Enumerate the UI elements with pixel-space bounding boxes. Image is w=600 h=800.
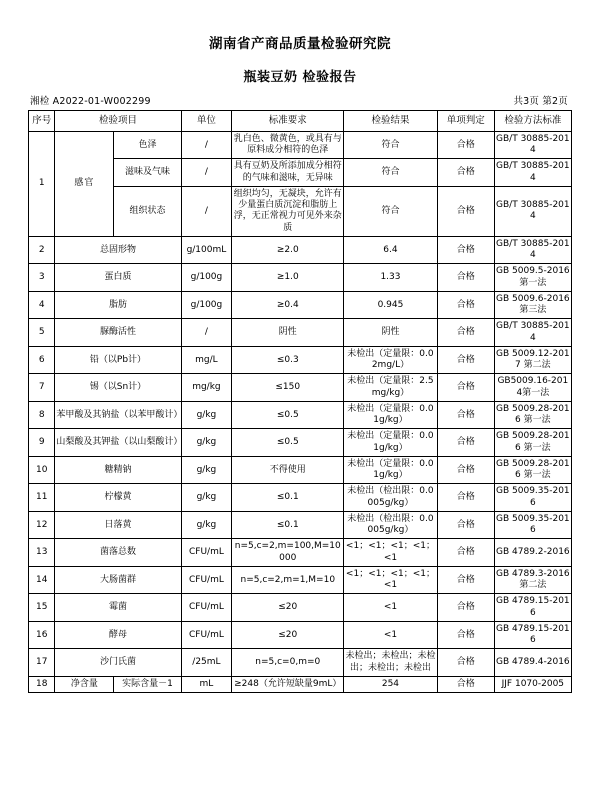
cell-result: 6.4 [344, 236, 438, 264]
cell-item: 铅（以Pb计） [55, 346, 181, 374]
cell-item: 沙门氏菌 [55, 649, 181, 677]
cell-standard: GB 4789.4-2016 [494, 649, 571, 677]
cell-subitem: 色泽 [114, 131, 181, 159]
cell-no: 9 [29, 429, 55, 457]
cell-result: 1.33 [344, 264, 438, 292]
cell-requirement: ≤0.1 [232, 484, 344, 512]
table-row [29, 374, 572, 402]
cell-standard: GB/T 30885-2014 [494, 186, 571, 236]
cell-requirement: 乳白色、微黄色，或具有与原料成分相符的色泽 [232, 131, 344, 159]
table-row [29, 676, 572, 692]
cell-verdict: 合格 [437, 676, 494, 692]
cell-result: 0.945 [344, 291, 438, 319]
cell-no: 5 [29, 319, 55, 347]
cell-requirement: n=5,c=2,m=100,M=10000 [232, 539, 344, 567]
cell-standard: GB/T 30885-2014 [494, 236, 571, 264]
cell-result: 未检出（检出限：0.0005g/kg） [344, 511, 438, 539]
cell-verdict: 合格 [437, 456, 494, 484]
cell-verdict: 合格 [437, 649, 494, 677]
page-title: 瓶装豆奶 检验报告 [243, 70, 357, 85]
cell-verdict: 合格 [437, 319, 494, 347]
header-no: 序号 [29, 111, 55, 132]
header-requirement: 标准要求 [232, 111, 344, 132]
cell-requirement: ≤150 [232, 374, 344, 402]
cell-no: 2 [29, 236, 55, 264]
cell-requirement: ≤20 [232, 594, 344, 622]
cell-verdict: 合格 [437, 594, 494, 622]
table-header-row [29, 111, 572, 132]
cell-no: 3 [29, 264, 55, 292]
cell-standard: GB 5009.12-2017 第二法 [494, 346, 571, 374]
cell-no: 10 [29, 456, 55, 484]
table-row [29, 346, 572, 374]
cell-standard: GB 5009.28-2016 第一法 [494, 429, 571, 457]
cell-requirement: ≤0.1 [232, 511, 344, 539]
cell-unit: CFU/mL [181, 621, 232, 649]
cell-unit: mg/kg [181, 374, 232, 402]
cell-no: 8 [29, 401, 55, 429]
cell-item: 霉菌 [55, 594, 181, 622]
cell-verdict: 合格 [437, 621, 494, 649]
table-row [29, 401, 572, 429]
cell-no: 17 [29, 649, 55, 677]
table-row [29, 539, 572, 567]
cell-no: 14 [29, 566, 55, 594]
cell-standard: GB5009.16-2014第一法 [494, 374, 571, 402]
cell-unit: / [181, 186, 232, 236]
cell-requirement: n=5,c=0,m=0 [232, 649, 344, 677]
cell-unit: mg/L [181, 346, 232, 374]
cell-item: 总固形物 [55, 236, 181, 264]
table-row [29, 131, 572, 159]
cell-unit: g/100g [181, 264, 232, 292]
cell-requirement: n=5,c=2,m=1,M=10 [232, 566, 344, 594]
cell-item: 日落黄 [55, 511, 181, 539]
cell-requirement: 不得使用 [232, 456, 344, 484]
table-row [29, 456, 572, 484]
cell-requirement: 具有豆奶及所添加成分相符的气味和滋味，无异味 [232, 159, 344, 187]
cell-no: 6 [29, 346, 55, 374]
cell-standard: GB 4789.3-2016第二法 [494, 566, 571, 594]
cell-item: 柠檬黄 [55, 484, 181, 512]
cell-unit: g/kg [181, 401, 232, 429]
cell-standard: JJF 1070-2005 [494, 676, 571, 692]
cell-verdict: 合格 [437, 236, 494, 264]
cell-subitem: 实际含量－1 [114, 676, 181, 692]
cell-item: 山梨酸及其钾盐（以山梨酸计） [55, 429, 181, 457]
cell-result: 符合 [344, 131, 438, 159]
cell-unit: g/kg [181, 429, 232, 457]
cell-result: <1；<1；<1；<1；<1 [344, 566, 438, 594]
institute-title: 湖南省产商品质量检验研究院 [209, 36, 391, 52]
cell-standard: GB 5009.28-2016 第一法 [494, 401, 571, 429]
header-verdict: 单项判定 [437, 111, 494, 132]
cell-unit: g/100g [181, 291, 232, 319]
cell-unit: g/kg [181, 511, 232, 539]
table-row [29, 566, 572, 594]
cell-requirement: ≤20 [232, 621, 344, 649]
header-unit: 单位 [181, 111, 232, 132]
header-result: 检验结果 [344, 111, 438, 132]
cell-requirement: 阴性 [232, 319, 344, 347]
cell-requirement: ≥1.0 [232, 264, 344, 292]
cell-verdict: 合格 [437, 511, 494, 539]
cell-subitem: 组织状态 [114, 186, 181, 236]
header-standard: 检验方法标准 [494, 111, 571, 132]
cell-standard: GB 5009.6-2016 第三法 [494, 291, 571, 319]
cell-standard: GB/T 30885-2014 [494, 131, 571, 159]
cell-result: 未检出（定量限：0.01g/kg） [344, 429, 438, 457]
cell-result: 254 [344, 676, 438, 692]
cell-requirement: ≥0.4 [232, 291, 344, 319]
cell-verdict: 合格 [437, 346, 494, 374]
cell-no: 18 [29, 676, 55, 692]
cell-unit: CFU/mL [181, 594, 232, 622]
cell-result: 阴性 [344, 319, 438, 347]
page-info: 共3页 第2页 [513, 96, 568, 107]
cell-standard: GB 4789.15-2016 [494, 621, 571, 649]
cell-unit: g/kg [181, 456, 232, 484]
cell-requirement: ≤0.5 [232, 429, 344, 457]
cell-verdict: 合格 [437, 566, 494, 594]
table-row [29, 621, 572, 649]
cell-result: 符合 [344, 159, 438, 187]
cell-item: 菌落总数 [55, 539, 181, 567]
cell-unit: CFU/mL [181, 566, 232, 594]
results-table [28, 110, 572, 693]
cell-no: 12 [29, 511, 55, 539]
cell-result: 未检出；未检出；未检出；未检出；未检出 [344, 649, 438, 677]
cell-no: 11 [29, 484, 55, 512]
cell-verdict: 合格 [437, 429, 494, 457]
table-row [29, 511, 572, 539]
cell-result: 未检出（检出限：0.0005g/kg） [344, 484, 438, 512]
table-row [29, 264, 572, 292]
cell-requirement: 组织均匀，无凝块，允许有少量蛋白质沉淀和脂肪上浮，无正常视力可见外来杂质 [232, 186, 344, 236]
cell-standard: GB 4789.2-2016 [494, 539, 571, 567]
cell-no: 13 [29, 539, 55, 567]
cell-unit: /25mL [181, 649, 232, 677]
cell-requirement: ≥248（允许短缺量9mL） [232, 676, 344, 692]
cell-no: 7 [29, 374, 55, 402]
cell-requirement: ≤0.3 [232, 346, 344, 374]
cell-verdict: 合格 [437, 264, 494, 292]
cell-result: 未检出（定量限：0.01g/kg） [344, 401, 438, 429]
cell-item: 锡（以Sn计） [55, 374, 181, 402]
cell-result: <1；<1；<1；<1；<1 [344, 539, 438, 567]
cell-no: 1 [29, 131, 55, 236]
cell-unit: g/kg [181, 484, 232, 512]
cell-unit: / [181, 319, 232, 347]
cell-standard: GB 4789.15-2016 [494, 594, 571, 622]
cell-item: 蛋白质 [55, 264, 181, 292]
cell-unit: / [181, 131, 232, 159]
header-item: 检验项目 [55, 111, 181, 132]
cell-item: 脲酶活性 [55, 319, 181, 347]
cell-unit: mL [181, 676, 232, 692]
cell-item-group: 感官 [55, 131, 114, 236]
cell-verdict: 合格 [437, 401, 494, 429]
cell-verdict: 合格 [437, 159, 494, 187]
cell-no: 15 [29, 594, 55, 622]
cell-standard: GB/T 30885-2014 [494, 319, 571, 347]
table-row [29, 649, 572, 677]
cell-verdict: 合格 [437, 539, 494, 567]
table-row [29, 484, 572, 512]
cell-no: 4 [29, 291, 55, 319]
table-row [29, 319, 572, 347]
cell-result: 未检出（定量限：0.01g/kg） [344, 456, 438, 484]
table-row [29, 236, 572, 264]
cell-standard: GB 5009.5-2016 第一法 [494, 264, 571, 292]
cell-verdict: 合格 [437, 186, 494, 236]
cell-verdict: 合格 [437, 374, 494, 402]
cell-item: 糖精钠 [55, 456, 181, 484]
cell-result: 未检出（定量限：0.02mg/L） [344, 346, 438, 374]
cell-result: <1 [344, 621, 438, 649]
cell-unit: / [181, 159, 232, 187]
report-number: 湘检 A2022-01-W002299 [30, 96, 151, 107]
table-row [29, 429, 572, 457]
cell-item: 苯甲酸及其钠盐（以苯甲酸计） [55, 401, 181, 429]
cell-verdict: 合格 [437, 131, 494, 159]
cell-result: 符合 [344, 186, 438, 236]
table-row [29, 291, 572, 319]
cell-item: 大肠菌群 [55, 566, 181, 594]
cell-result: 未检出（定量限：2.5mg/kg） [344, 374, 438, 402]
cell-standard: GB 5009.28-2016 第一法 [494, 456, 571, 484]
cell-subitem: 滋味及气味 [114, 159, 181, 187]
cell-unit: g/100mL [181, 236, 232, 264]
cell-standard: GB/T 30885-2014 [494, 159, 571, 187]
cell-standard: GB 5009.35-2016 [494, 484, 571, 512]
cell-result: <1 [344, 594, 438, 622]
cell-requirement: ≥2.0 [232, 236, 344, 264]
cell-item: 净含量 [55, 676, 114, 692]
meta-row [28, 93, 572, 107]
cell-item: 酵母 [55, 621, 181, 649]
cell-standard: GB 5009.35-2016 [494, 511, 571, 539]
table-row [29, 594, 572, 622]
cell-item: 脂肪 [55, 291, 181, 319]
cell-verdict: 合格 [437, 484, 494, 512]
cell-verdict: 合格 [437, 291, 494, 319]
cell-requirement: ≤0.5 [232, 401, 344, 429]
cell-no: 16 [29, 621, 55, 649]
cell-unit: CFU/mL [181, 539, 232, 567]
